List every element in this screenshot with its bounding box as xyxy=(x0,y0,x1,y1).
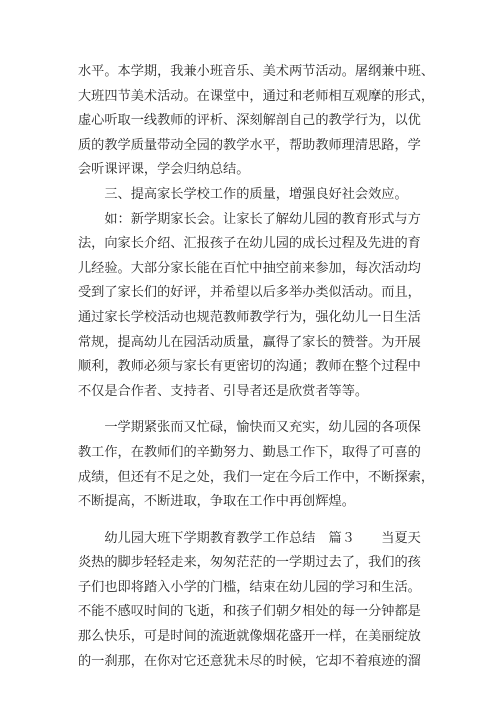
text-line: 水平。本学期，我兼小班音乐、美术两节活动。屠纲兼中班、 xyxy=(78,64,435,79)
text-line: 一学期紧张而又忙碌，愉快而又充实，幼儿园的各项保 xyxy=(78,420,421,436)
text-line: 教工作，在教师们的辛勤努力、勤恳工作下，取得了可喜的 xyxy=(78,444,421,460)
text-line: 炎热的脚步轻轻走来，匆匆茫茫的一学期过去了，我们的孩 xyxy=(78,555,421,571)
text-line: 那么快乐，可是时间的流逝就像烟花盛开一样，在美丽绽放 xyxy=(78,629,421,645)
text-line: 成绩，但还有不足之处，我们一定在今后工作中，不断探索， xyxy=(78,469,435,485)
text-line: 儿经验。大部分家长能在百忙中抽空前来参加，每次活动均 xyxy=(78,260,421,276)
text-line: 不仅是合作者、支持者、引导者还是欣赏者等等。 xyxy=(78,383,369,399)
text-line: 常规，提高幼儿在园活动质量，赢得了家长的赞誉。为开展 xyxy=(78,334,421,350)
text-line: 质的教学质量带动全园的教学水平，帮助教师理清思路，学 xyxy=(78,137,421,153)
text-line: 子们也即将踏入小学的门槛，结束在幼儿园的学习和生活。 xyxy=(78,579,421,595)
text-line: 会听课评课，学会归纳总结。 xyxy=(78,162,250,178)
text-line: 受到了家长们的好评，并希望以后多举办类似活动。而且， xyxy=(78,285,421,301)
text-line: 不断提高，不断进取，争取在工作中再创辉煌。 xyxy=(78,494,355,510)
text-line: 不能不感叹时间的飞逝，和孩子们朝夕相处的每一分钟都是 xyxy=(78,604,421,620)
paragraph-gap xyxy=(78,515,440,527)
paragraph-gap xyxy=(78,404,440,416)
text-line: 如：新学期家长会。让家长了解幼儿园的教育形式与方 xyxy=(78,211,421,227)
section-heading: 三、提高家长学校工作的质量，增强良好社会效应。 xyxy=(78,186,408,202)
text-line: 虚心听取一线教师的评析、深刻解剖自己的教学行为，以优 xyxy=(78,113,421,129)
text-line: 通过家长学校活动也规范教师教学行为，强化幼儿一日生活 xyxy=(78,309,421,325)
text-line: 法，向家长介绍、汇报孩子在幼儿园的成长过程及先进的育 xyxy=(78,236,421,252)
text-line: 大班四节美术活动。在课堂中，通过和老师相互观摩的形式， xyxy=(78,88,435,104)
document-body xyxy=(78,60,440,674)
text-line: 的一刹那，在你对它还意犹未尽的时候，它却不着痕迹的溜 xyxy=(78,653,421,669)
text-line: 幼儿园大班下学期教育教学工作总结 篇３ 当夏天 xyxy=(78,530,421,546)
text-line: 顺利，教师必须与家长有更密切的沟通；教师在整个过程中 xyxy=(78,359,421,375)
